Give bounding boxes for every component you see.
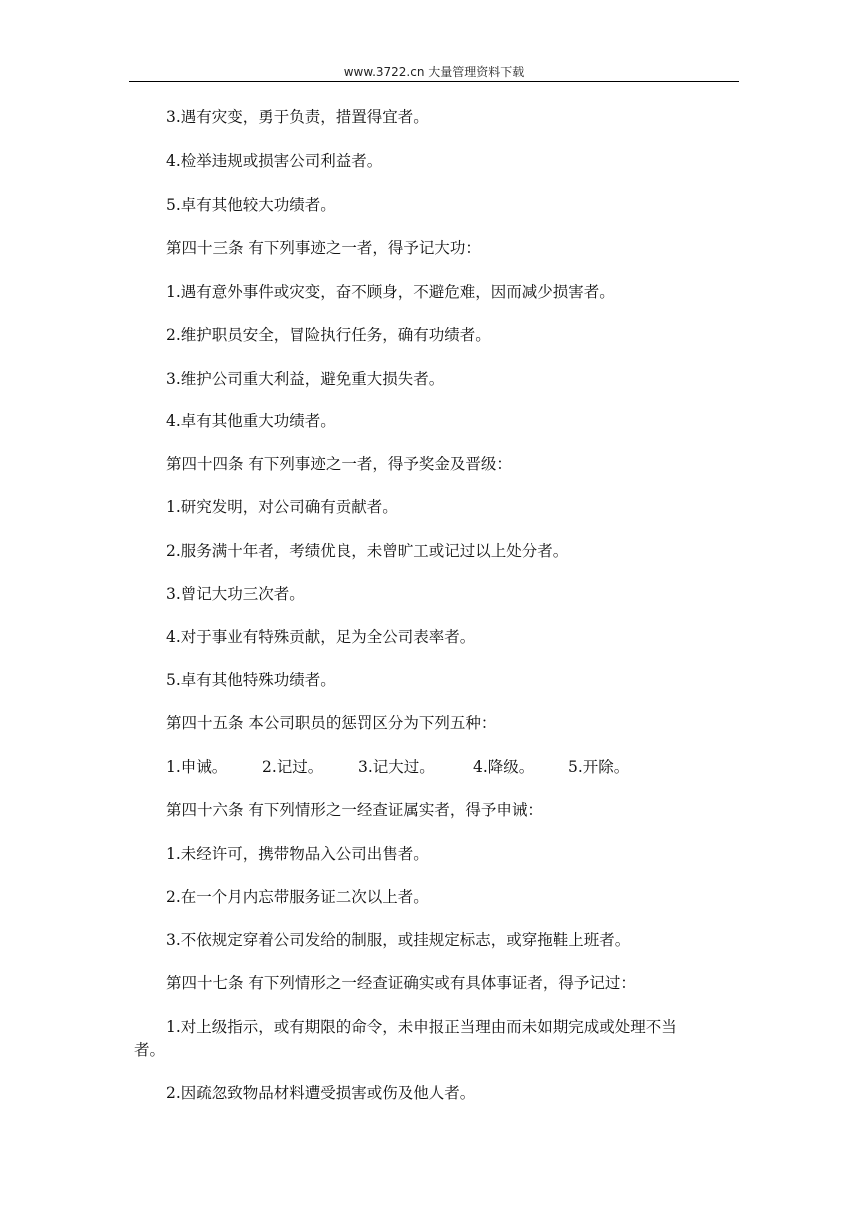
paragraph: 1.研究发明，对公司确有贡献者。 [166, 498, 398, 516]
paragraph: 1.遇有意外事件或灾变，奋不顾身，不避危难，因而减少损害者。 [166, 283, 615, 301]
paragraph: 4.卓有其他重大功绩者。 [166, 412, 336, 430]
paragraph: 5.卓有其他特殊功绩者。 [166, 671, 336, 689]
page-header: www.3722.cn 大量管理资料下载 [343, 65, 525, 79]
penalty-item: 5.开除。 [568, 758, 630, 776]
penalty-list [166, 757, 629, 777]
paragraph: 2.在一个月内忘带服务证二次以上者。 [166, 888, 429, 906]
penalty-item: 1.申诫。 [166, 758, 228, 776]
paragraph: 4.检举违规或损害公司利益者。 [166, 152, 383, 170]
paragraph: 2.服务满十年者，考绩优良，未曾旷工或记过以上处分者。 [166, 542, 569, 560]
penalty-item: 3.记大过。 [358, 758, 435, 776]
paragraph: 1.对上级指示，或有期限的命令，未申报正当理由而未如期完成或处理不当 [166, 1018, 677, 1036]
paragraph: 3.遇有灾变，勇于负责，措置得宜者。 [166, 108, 429, 126]
paragraph: 3.维护公司重大利益，避免重大损失者。 [166, 370, 445, 388]
article-heading: 第四十四条 有下列事迹之一者，得予奖金及晋级： [166, 455, 512, 473]
paragraph: 3.曾记大功三次者。 [166, 585, 305, 603]
penalty-item: 2.记过。 [262, 758, 324, 776]
article-heading: 第四十七条 有下列情形之一经查证确实或有具体事证者，得予记过： [166, 974, 636, 992]
paragraph: 3.不依规定穿着公司发给的制服，或挂规定标志，或穿拖鞋上班者。 [166, 931, 631, 949]
article-heading: 第四十三条 有下列事迹之一者，得予记大功： [166, 239, 481, 257]
paragraph: 1.未经许可，携带物品入公司出售者。 [166, 845, 429, 863]
paragraph: 4.对于事业有特殊贡献，足为全公司表率者。 [166, 628, 476, 646]
article-heading: 第四十五条 本公司职员的惩罚区分为下列五种： [166, 714, 497, 732]
paragraph: 5.卓有其他较大功绩者。 [166, 196, 336, 214]
article-heading: 第四十六条 有下列情形之一经查证属实者，得予申诫： [166, 801, 543, 819]
paragraph: 2.维护职员安全，冒险执行任务，确有功绩者。 [166, 326, 491, 344]
paragraph-continuation: 者。 [134, 1041, 166, 1059]
penalty-item: 4.降级。 [473, 758, 535, 776]
paragraph: 2.因疏忽致物品材料遭受损害或伤及他人者。 [166, 1084, 476, 1102]
